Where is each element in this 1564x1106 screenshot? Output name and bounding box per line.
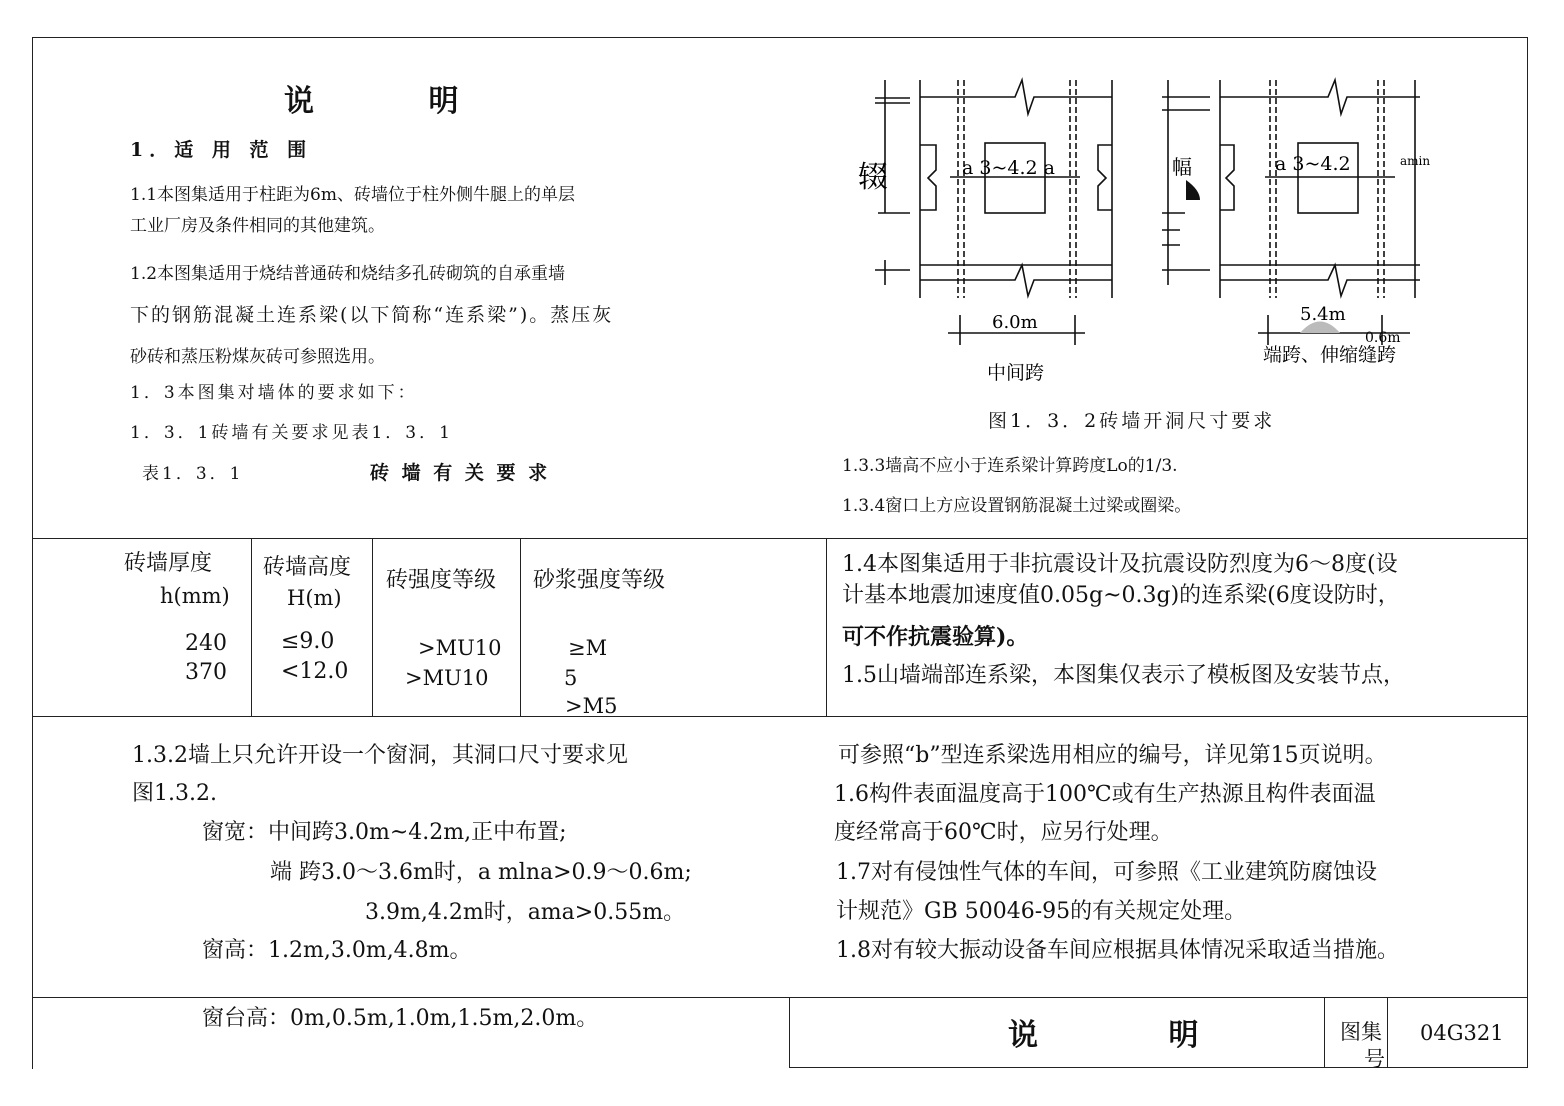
table-col-divider-3: [520, 538, 521, 716]
frame-left-border: [32, 37, 33, 1069]
table-col-divider-1: [251, 538, 252, 716]
para-1-6-line1: 1.6构件表面温度高于100℃或有生产热源且构件表面温: [834, 782, 1376, 807]
window-width-middle: 窗宽：中间跨3.0m~4.2m,正中布置;: [202, 820, 567, 845]
lower-section-border: [32, 997, 1528, 998]
table-cell-height-2: <12.0: [281, 659, 349, 684]
titleblock-divider-2: [1387, 997, 1388, 1068]
para-1-3: 1．3本图集对墙体的要求如下：: [130, 383, 418, 403]
table-header-brick-grade: 砖强度等级: [386, 568, 497, 593]
para-1-3-3: 1.3.3墙高不应小于连系梁计算跨度Lo的1/3.: [842, 456, 1178, 476]
para-1-1-line1: 1.1本图集适用于柱距为6m、砖墙位于柱外侧牛腿上的单层: [130, 185, 575, 205]
table-cell-mortar-grade-2: 5: [564, 666, 578, 690]
section-heading-scope: 1．适 用 范 围: [130, 139, 313, 161]
table-cell-mortar-grade-1: ≥M: [568, 636, 608, 660]
titleblock-atlas-number: 04G321: [1420, 1021, 1504, 1045]
table-col-divider-2: [372, 538, 373, 716]
table-right-divider: [826, 538, 827, 716]
fig-right-edge-label: 0.6m: [1365, 330, 1401, 346]
titleblock-left-border: [789, 997, 790, 1068]
titleblock-divider-1: [1324, 997, 1325, 1068]
titleblock-atlas-label-1: 图集: [1340, 1020, 1382, 1044]
table-cell-brick-grade-2: >MU10: [405, 666, 489, 690]
titleblock-title: 说 明: [1008, 1018, 1259, 1053]
fig-left-side-label: 辍: [858, 160, 888, 195]
para-1-2-line3: 砂砖和蒸压粉煤灰砖可参照选用。: [130, 347, 385, 367]
wall-opening-figure: [850, 70, 1430, 390]
table-header-height-unit: H(m): [287, 586, 342, 610]
para-1-3-2-line1: 1.3.2墙上只允许开设一个窗洞，其洞口尺寸要求见: [132, 743, 628, 768]
fig-right-window-label: a 3~4.2: [1275, 153, 1351, 175]
fig-right-dim-label: 5.4m: [1300, 304, 1346, 325]
para-1-6-line2: 度经常高于60℃时，应另行处理。: [834, 820, 1173, 845]
table-number: 表1．3．1: [142, 464, 244, 484]
table-title: 砖 墙 有 关 要 求: [370, 462, 551, 484]
fig-amin-label: amin: [1400, 154, 1430, 168]
table-top-border: [32, 538, 1528, 539]
fig-right-side-label: 幅: [1172, 155, 1192, 179]
figure-caption: 图1．3．2砖墙开洞尺寸要求: [988, 410, 1276, 432]
frame-right-border: [1527, 37, 1528, 1068]
para-1-3-1: 1．3．1砖墙有关要求见表1．3．1: [130, 423, 453, 443]
para-1-8: 1.8对有较大振动设备车间应根据具体情况采取适当措施。: [836, 938, 1399, 963]
para-1-3-2-line2: 图1.3.2.: [132, 781, 217, 806]
para-1-2-line1: 1.2本图集适用于烧结普通砖和烧结多孔砖砌筑的自承重墙: [130, 264, 566, 284]
titleblock-atlas-label-2: 号: [1364, 1047, 1385, 1071]
page-title: 说 明: [284, 84, 511, 119]
table-cell-height-1: ≤9.0: [281, 629, 335, 654]
fig-left-dim-label: 6.0m: [992, 312, 1038, 333]
para-1-1-line2: 工业厂房及条件相同的其他建筑。: [130, 216, 385, 236]
fig-right-caption: 端跨、伸缩缝跨: [1263, 344, 1397, 366]
fig-left-caption: 中间跨: [987, 362, 1045, 384]
para-1-4-line3: 可不作抗震验算)。: [842, 624, 1029, 650]
para-1-3-4: 1.3.4窗口上方应设置钢筋混凝土过梁或圈梁。: [842, 496, 1192, 516]
window-width-end-2: 3.9m,4.2m时，ama>0.55m。: [365, 900, 686, 925]
table-cell-thickness-240: 240: [185, 631, 227, 656]
para-1-7-line1: 1.7对有侵蚀性气体的车间，可参照《工业建筑防腐蚀设: [836, 860, 1377, 885]
table-cell-brick-grade-1: >MU10: [418, 636, 502, 660]
table-cell-mortar-grade-3: >M5: [565, 694, 618, 718]
para-1-4-line1: 1.4本图集适用于非抗震设计及抗震设防烈度为6～8度(设: [842, 552, 1398, 577]
table-bottom-border: [32, 716, 1528, 717]
table-header-thickness-unit: h(mm): [160, 584, 230, 608]
para-1-7-line2: 计规范》GB 50046-95的有关规定处理。: [836, 899, 1247, 924]
fig-left-window-label: a 3~4.2 a: [962, 157, 1055, 179]
titleblock-bottom-border: [789, 1067, 1528, 1068]
para-1-4-line2: 计基本地震加速度值0.05g~0.3g)的连系梁(6度设防时，: [842, 583, 1400, 608]
window-width-end-1: 端 跨3.0～3.6m时，a mlna>0.9～0.6m;: [270, 860, 692, 885]
table-cell-thickness-370: 370: [185, 660, 227, 685]
table-header-height: 砖墙高度: [263, 555, 352, 580]
table-header-mortar-grade: 砂浆强度等级: [533, 568, 666, 593]
frame-top-border: [32, 37, 1528, 38]
para-1-5-line2: 可参照“b”型连系梁选用相应的编号，详见第15页说明。: [838, 743, 1387, 768]
para-1-2-line2: 下的钢筋混凝土连系梁(以下简称“连系梁”)。蒸压灰: [130, 304, 614, 326]
table-header-thickness: 砖墙厚度: [124, 551, 213, 576]
window-height: 窗高：1.2m,3.0m,4.8m。: [202, 938, 472, 963]
window-sill-height: 窗台高：0m,0.5m,1.0m,1.5m,2.0m。: [202, 1006, 599, 1031]
para-1-5-line1: 1.5山墙端部连系梁，本图集仅表示了模板图及安装节点，: [842, 663, 1405, 688]
